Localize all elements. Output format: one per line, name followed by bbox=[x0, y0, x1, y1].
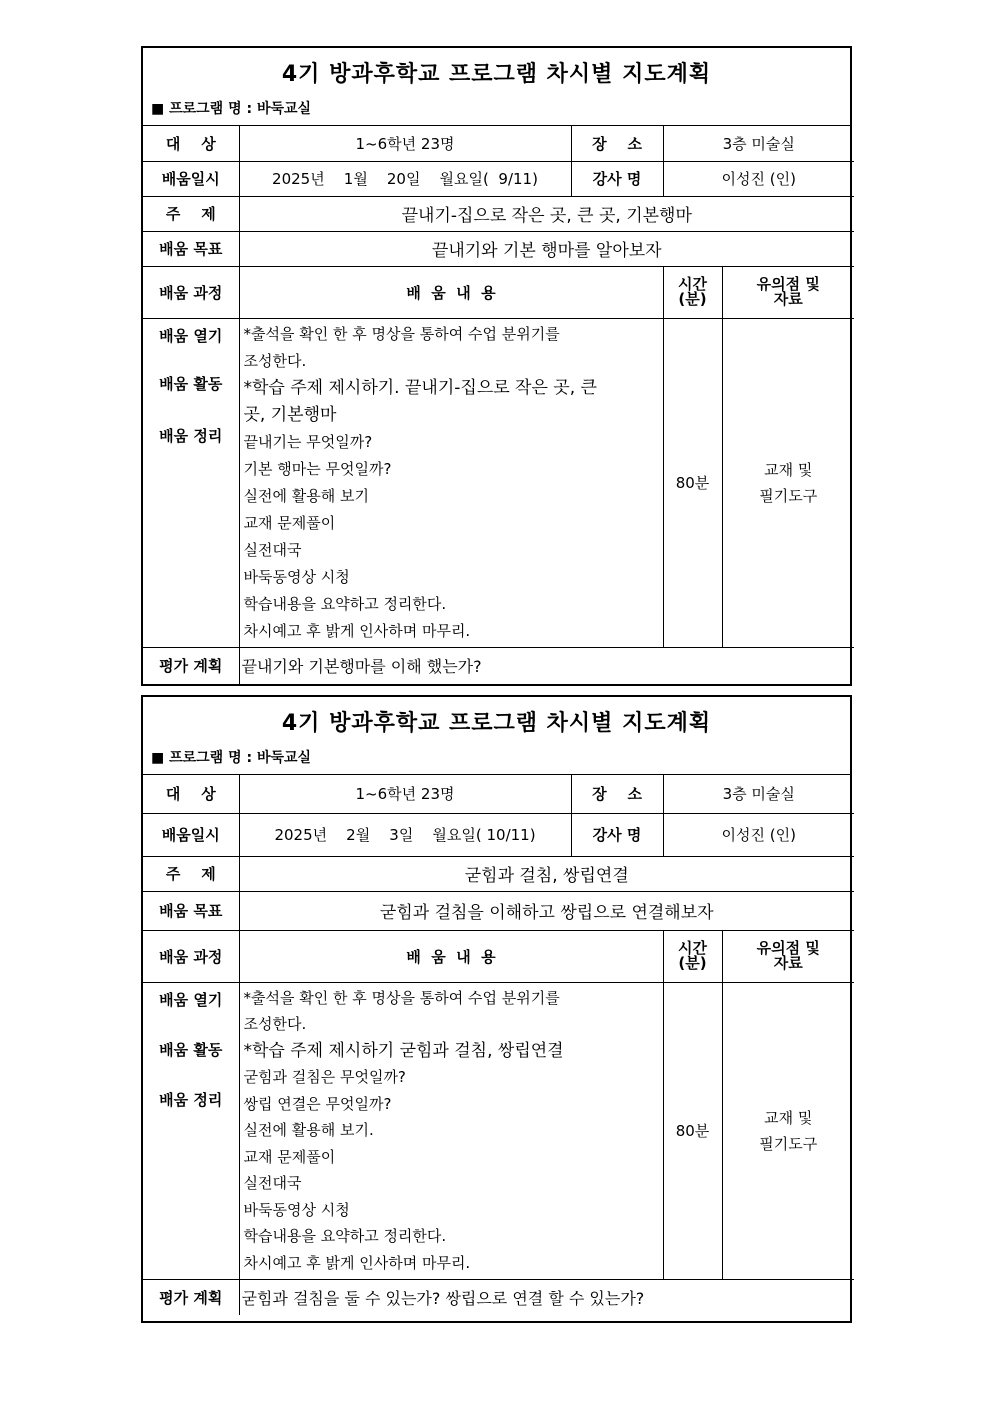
phase-column bbox=[143, 982, 239, 1279]
topic-label: 주 제 bbox=[143, 856, 239, 891]
notes-header: 유의점 및 자료 bbox=[722, 266, 854, 318]
content-line: 차시예고 후 밝게 인사하며 마무리. bbox=[243, 621, 471, 640]
plan-table bbox=[143, 775, 854, 1315]
place-value: 3층 미술실 bbox=[663, 775, 854, 813]
goal-value: 끝내기와 기본 행마를 알아보자 bbox=[239, 231, 854, 266]
program-name: ■ 프로그램 명 : 바둑교실 bbox=[143, 739, 850, 775]
evaluation-value: 굳힘과 걸침을 둘 수 있는가? 쌍립으로 연결 할 수 있는가? bbox=[239, 1279, 854, 1315]
target-label: 대 상 bbox=[143, 126, 239, 161]
date-value: 2025년 1월 20일 월요일( 9/11) bbox=[239, 161, 571, 196]
evaluation-label: 평가 계획 bbox=[143, 647, 239, 684]
content-line: 끝내기는 무엇일까? bbox=[243, 432, 373, 451]
plan-title: 4기 방과후학교 프로그램 차시별 지도계획 bbox=[281, 62, 712, 87]
time-header: 시간 (분) bbox=[663, 266, 722, 318]
process-label: 배움 과정 bbox=[143, 930, 239, 982]
phase-activity: 배움 활동 bbox=[159, 374, 223, 393]
content-line: 실전대국 bbox=[243, 1174, 302, 1192]
content-line: 교재 문제풀이 bbox=[243, 1147, 336, 1166]
time-value: 80분 bbox=[663, 982, 722, 1279]
content-cell bbox=[239, 982, 663, 1279]
content-line: 쌍립 연결은 무엇일까? bbox=[243, 1094, 392, 1113]
phase-column bbox=[143, 318, 239, 647]
process-label: 배움 과정 bbox=[143, 266, 239, 318]
target-value: 1~6학년 23명 bbox=[239, 775, 571, 813]
topic-value: 끝내기-집으로 작은 곳, 큰 곳, 기본행마 bbox=[239, 196, 854, 231]
materials-value: 교재 및 필기도구 bbox=[722, 318, 854, 647]
evaluation-label: 평가 계획 bbox=[143, 1279, 239, 1315]
lesson-plan-1 bbox=[141, 46, 852, 686]
content-line: 조성한다. bbox=[243, 351, 307, 370]
plan-table bbox=[143, 126, 854, 684]
topic-label: 주 제 bbox=[143, 196, 239, 231]
notes-header: 유의점 및 자료 bbox=[722, 930, 854, 982]
content-line: 굳힘과 걸침은 무엇일까? bbox=[243, 1068, 406, 1086]
time-value: 80분 bbox=[663, 318, 722, 647]
content-line: 실전에 활용해 보기 bbox=[243, 486, 369, 505]
phase-summary: 배움 정리 bbox=[159, 1090, 223, 1109]
content-line: *학습 주제 제시하기 굳힘과 걸침, 쌍립연결 bbox=[243, 1040, 564, 1061]
content-line: 곳, 기본행마 bbox=[243, 404, 337, 425]
content-line: 학습내용을 요약하고 정리한다. bbox=[243, 1227, 447, 1245]
evaluation-value: 끝내기와 기본행마를 이해 했는가? bbox=[239, 647, 854, 684]
goal-label: 배움 목표 bbox=[143, 231, 239, 266]
place-label: 장 소 bbox=[571, 775, 663, 813]
goal-value: 굳힘과 걸침을 이해하고 쌍립으로 연결해보자 bbox=[239, 891, 854, 930]
content-line: 바둑동영상 시청 bbox=[243, 1200, 350, 1219]
lesson-plan-2 bbox=[141, 695, 852, 1323]
goal-label: 배움 목표 bbox=[143, 891, 239, 930]
target-value: 1~6학년 23명 bbox=[239, 126, 571, 161]
materials-value: 교재 및 필기도구 bbox=[722, 982, 854, 1279]
content-line: 실전대국 bbox=[243, 540, 302, 559]
phase-summary: 배움 정리 bbox=[159, 426, 223, 445]
teacher-label: 강사 명 bbox=[571, 813, 663, 856]
teacher-label: 강사 명 bbox=[571, 161, 663, 196]
phase-open: 배움 열기 bbox=[159, 326, 223, 345]
content-line: 교재 문제풀이 bbox=[243, 513, 336, 532]
date-value: 2025년 2월 3일 월요일( 10/11) bbox=[239, 813, 571, 856]
teacher-value: 이성진 (인) bbox=[663, 161, 854, 196]
place-label: 장 소 bbox=[571, 126, 663, 161]
content-line: 바둑동영상 시청 bbox=[243, 567, 350, 586]
phase-activity: 배움 활동 bbox=[159, 1040, 223, 1059]
date-label: 배움일시 bbox=[143, 813, 239, 856]
time-header: 시간 (분) bbox=[663, 930, 722, 982]
content-cell bbox=[239, 318, 663, 647]
program-name: ■ 프로그램 명 : 바둑교실 bbox=[143, 90, 850, 126]
content-line: *출석을 확인 한 후 명상을 통하여 수업 분위기를 bbox=[243, 988, 560, 1007]
content-header: 배 움 내 용 bbox=[239, 266, 663, 318]
content-line: 학습내용을 요약하고 정리한다. bbox=[243, 594, 447, 613]
content-line: 기본 행마는 무엇일까? bbox=[243, 459, 392, 478]
content-header: 배 움 내 용 bbox=[239, 930, 663, 982]
plan-title: 4기 방과후학교 프로그램 차시별 지도계획 bbox=[281, 711, 712, 736]
content-line: 차시예고 후 밝게 인사하며 마무리. bbox=[243, 1253, 471, 1272]
content-line: *학습 주제 제시하기. 끝내기-집으로 작은 곳, 큰 bbox=[243, 377, 597, 398]
date-label: 배움일시 bbox=[143, 161, 239, 196]
phase-open: 배움 열기 bbox=[159, 990, 223, 1009]
teacher-value: 이성진 (인) bbox=[663, 813, 854, 856]
content-line: 실전에 활용해 보기. bbox=[243, 1121, 374, 1139]
topic-value: 굳힘과 걸침, 쌍립연결 bbox=[239, 856, 854, 891]
target-label: 대 상 bbox=[143, 775, 239, 813]
content-line: *출석을 확인 한 후 명상을 통하여 수업 분위기를 bbox=[243, 324, 560, 343]
place-value: 3층 미술실 bbox=[663, 126, 854, 161]
content-line: 조성한다. bbox=[243, 1015, 307, 1033]
